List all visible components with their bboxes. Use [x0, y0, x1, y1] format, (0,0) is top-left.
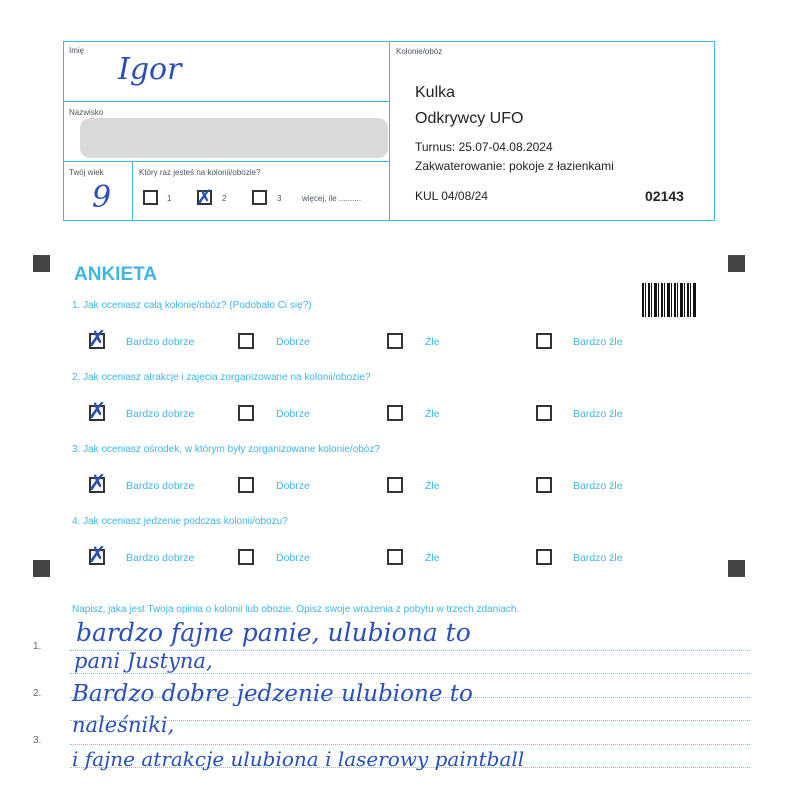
q3-check-mark: ✗	[88, 471, 107, 496]
opt1-checkbox[interactable]	[143, 190, 158, 205]
q1-opt4-label: Bardzo źle	[573, 336, 623, 348]
q1-check-mark: ✗	[88, 327, 107, 352]
q4-bardzo-zle-checkbox[interactable]	[536, 549, 552, 565]
imie-label: Imię	[69, 46, 85, 55]
q4-opt3-label: Źle	[425, 552, 440, 564]
kolonie-label: Kolonie/obóz	[396, 47, 443, 56]
q1-opt3-label: Źle	[425, 336, 440, 348]
handwriting-line: pani Justyna,	[74, 649, 213, 673]
q2-check-mark: ✗	[88, 399, 107, 424]
opt3-checkbox[interactable]	[252, 190, 267, 205]
opt2-label: 2	[222, 194, 227, 203]
form-number: 02143	[645, 188, 684, 204]
q2-opt2-label: Dobrze	[276, 408, 310, 420]
wiek-label: Twój wiek	[69, 168, 104, 177]
handwriting-line: i fajne atrakcje ulubiona i laserowy paintball	[72, 747, 525, 771]
survey-title: ANKIETA	[74, 264, 158, 285]
q3-bardzo-zle-checkbox[interactable]	[536, 477, 552, 493]
q2-zle-checkbox[interactable]	[387, 405, 403, 421]
q3-opt1-label: Bardzo dobrze	[126, 480, 195, 492]
wiek-value: 9	[92, 180, 112, 215]
q2-bardzo-zle-checkbox[interactable]	[536, 405, 552, 421]
question-4: 4. Jak oceniasz jedzenie podczas kolonii/obozu?	[72, 516, 288, 527]
q2-opt4-label: Bardzo źle	[573, 408, 623, 420]
line-number: 3.	[33, 735, 42, 746]
ktory-raz-label: Który raz jesteś na kolonii/obozie?	[139, 168, 261, 177]
q3-opt2-label: Dobrze	[276, 480, 310, 492]
question-2: 2. Jak oceniasz atrakcje i zajęcia zorganizowane na kolonii/obozie?	[72, 372, 371, 383]
q2-opt1-label: Bardzo dobrze	[126, 408, 195, 420]
alignment-marker	[728, 255, 745, 272]
barcode-icon	[642, 283, 696, 317]
wiecej-label: więcej, ile ..........	[302, 194, 362, 203]
q2-opt3-label: Źle	[425, 408, 440, 420]
kolonie-name: Kulka	[415, 84, 456, 101]
nazwisko-label: Nazwisko	[69, 108, 104, 117]
opt3-label: 3	[277, 194, 282, 203]
redacted-surname	[80, 118, 388, 158]
q1-zle-checkbox[interactable]	[387, 333, 403, 349]
opt2-check-mark: ✗	[196, 185, 213, 209]
opinion-prompt: Napisz, jaka jest Twoja opinia o kolonii lub obozie. Opisz swoje wrażenia z pobytu w trzech zdaniach.	[72, 604, 520, 615]
zakwaterowanie: Zakwaterowanie: pokoje z łazienkami	[415, 159, 614, 173]
q3-opt3-label: Źle	[425, 480, 440, 492]
q1-bardzo-zle-checkbox[interactable]	[536, 333, 552, 349]
q2-dobrze-checkbox[interactable]	[238, 405, 254, 421]
imie-value: Igor	[118, 52, 182, 87]
opt1-label: 1	[167, 194, 172, 203]
alignment-marker	[728, 560, 745, 577]
turnus: Turnus: 25.07-04.08.2024	[415, 140, 553, 154]
turnus-code: KUL 04/08/24	[415, 189, 488, 203]
kolonie-program: Odkrywcy UFO	[415, 110, 524, 127]
q3-zle-checkbox[interactable]	[387, 477, 403, 493]
handwriting-line: naleśniki,	[72, 713, 175, 737]
q4-dobrze-checkbox[interactable]	[238, 549, 254, 565]
handwriting-line: Bardzo dobre jedzenie ulubione to	[72, 681, 473, 707]
q3-dobrze-checkbox[interactable]	[238, 477, 254, 493]
q4-opt1-label: Bardzo dobrze	[126, 552, 195, 564]
handwriting-line: bardzo fajne panie, ulubiona to	[76, 618, 471, 647]
q4-opt2-label: Dobrze	[276, 552, 310, 564]
alignment-marker	[33, 560, 50, 577]
q1-dobrze-checkbox[interactable]	[238, 333, 254, 349]
line-number: 1.	[33, 641, 42, 652]
q4-opt4-label: Bardzo źle	[573, 552, 623, 564]
q4-check-mark: ✗	[88, 543, 107, 568]
alignment-marker	[33, 255, 50, 272]
q4-zle-checkbox[interactable]	[387, 549, 403, 565]
question-1: 1. Jak oceniasz całą kolonię/obóz? (Podobało Ci się?)	[72, 300, 312, 311]
answer-line	[70, 673, 750, 674]
answer-line	[70, 744, 750, 745]
q3-opt4-label: Bardzo źle	[573, 480, 623, 492]
question-3: 3. Jak oceniasz ośrodek, w którym były zorganizowane kolonie/obóz?	[72, 444, 380, 455]
q1-opt1-label: Bardzo dobrze	[126, 336, 195, 348]
line-number: 2.	[33, 688, 42, 699]
q1-opt2-label: Dobrze	[276, 336, 310, 348]
